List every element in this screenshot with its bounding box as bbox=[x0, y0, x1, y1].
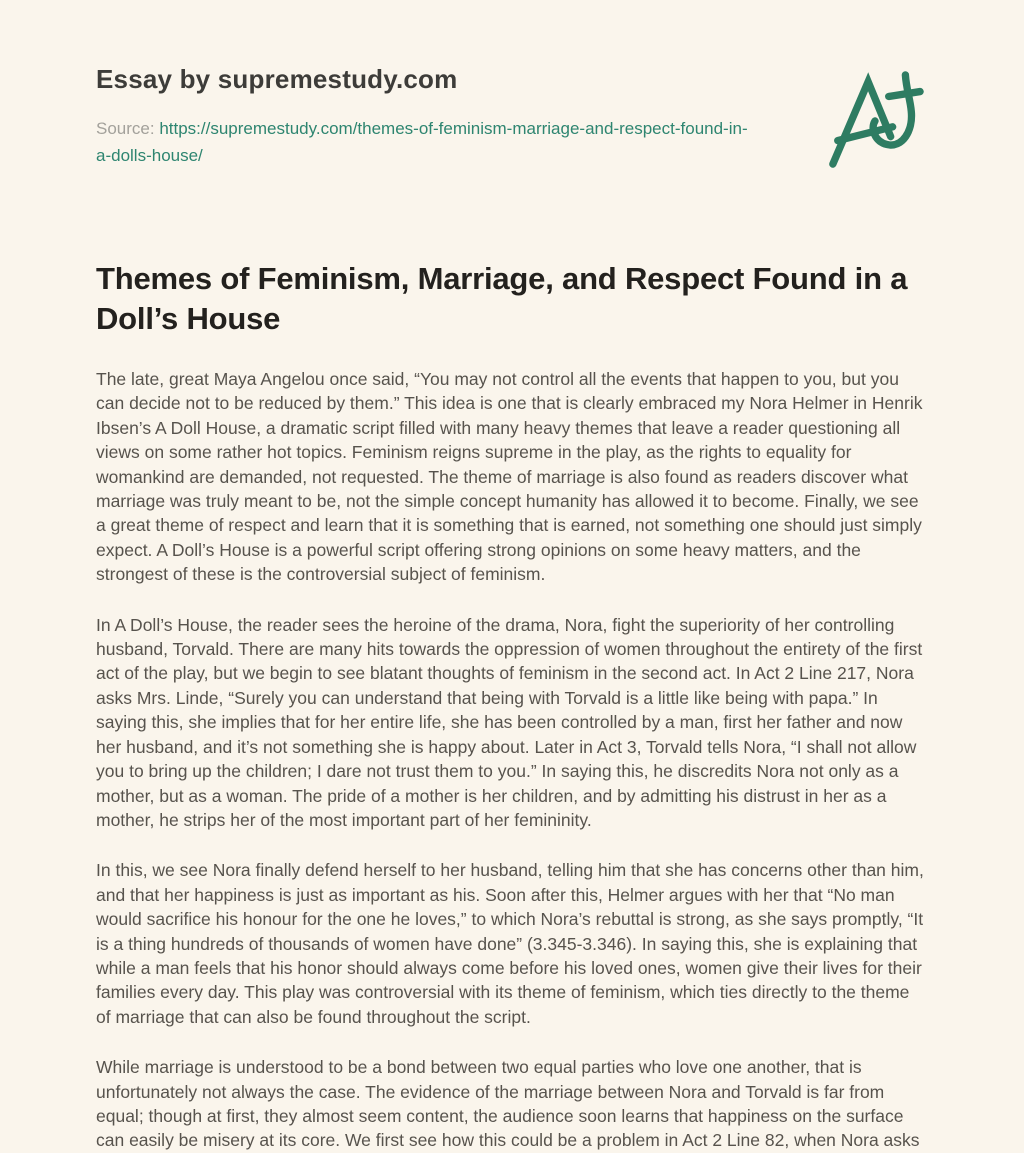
source-link[interactable]: https://supremestudy.com/themes-of-feminism-marriage-and-respect-found-in-a-dolls-house/ bbox=[96, 119, 748, 165]
source-line bbox=[96, 115, 756, 169]
essay-title: Themes of Feminism, Marriage, and Respect Found in a Doll’s House bbox=[96, 261, 908, 336]
essay-paragraph-1: The late, great Maya Angelou once said, “You may not control all the events that happen to you, but you can decide not to be reduced by them.” This idea is one that is clearly embraced my Nora Helmer in Henrik Ibsen’s A Doll House, a dramatic script filled with many heavy themes that leave a reader questioning all views on some rather hot topics. Feminism reigns supreme in the play, as the rights to equality for womankind are demanded, not requested. The theme of marriage is also found as readers discover what marriage was truly meant to be, not the simple concept humanity has allowed it to become. Finally, we see a great theme of respect and learn that it is something that is earned, not something one should just simply expect. A Doll’s House is a powerful script offering strong opinions on some heavy matters, and the strongest of these is the controversial subject of feminism. bbox=[96, 369, 923, 585]
essay-paragraph-3: In this, we see Nora finally defend herself to her husband, telling him that she has concerns other than him, and that her happiness is just as important as his. Soon after this, Helmer argues with her that “No man would sacrifice his honour for the one he loves,” to which Nora’s rebuttal is strong, as she says promptly, “It is a thing hundreds of thousands of women have done” (3.345-3.346). In saying this, she is explaining that while a man feels that his honor should always come before his loved ones, women give their lives for their families every day. This play was controversial with its theme of feminism, which ties directly to the theme of marriage that can also be found throughout the script. bbox=[96, 860, 924, 1027]
essay-paragraph-2: In A Doll’s House, the reader sees the heroine of the drama, Nora, fight the superiority of her controlling husband, Torvald. There are many hits towards the oppression of women throughout the entirety of the first act of the play, but we begin to see blatant thoughts of feminism in the second act. In Act 2 Line 217, Nora asks Mrs. Linde, “Surely you can understand that being with Torvald is a little like being with papa.” In saying this, she implies that for her entire life, she has been controlled by a man, first her father and now her husband, and it’s not something she is happy about. Later in Act 3, Torvald tells Nora, “I shall not allow you to bring up the children; I dare not trust them to you.” In saying this, he discredits Nora not only as a mother, but as a woman. The pride of a mother is her children, and by admitting his distrust in her as a mother, he strips her of the most important part of her femininity. bbox=[96, 614, 923, 830]
essay-by-heading: Essay by supremestudy.com bbox=[96, 64, 458, 94]
a-plus-logo-icon bbox=[826, 68, 924, 170]
essay-paragraph-4: While marriage is understood to be a bond between two equal parties who love one another, that is unfortunately not always the case. The evidence of the marriage between Nora and Torvald is far from equal; though at first, they almost seem content, the audience soon learns that happiness on the surface can easily be misery at its core. We first see how this could be a problem in Act 2 Line 82, when Nora asks bbox=[96, 1057, 920, 1151]
source-label: Source: bbox=[96, 119, 155, 138]
essay-body bbox=[96, 367, 928, 1153]
